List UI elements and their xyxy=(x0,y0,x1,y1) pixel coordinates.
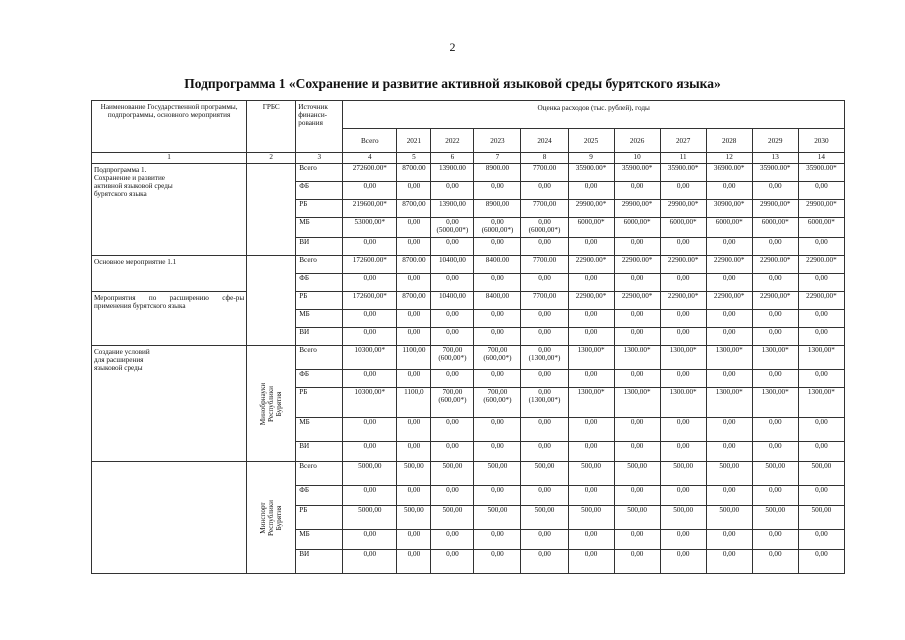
source-cell: ФБ xyxy=(296,486,343,506)
value-cell: 0,00 xyxy=(431,274,474,292)
value-cell: 500,00 xyxy=(431,462,474,486)
value-cell: 8900.00 xyxy=(474,164,521,182)
value-cell: 0,00 xyxy=(660,274,706,292)
value-cell: 0,00 xyxy=(752,310,798,328)
value-cell: 0,00 xyxy=(798,442,844,462)
column-number: 4 xyxy=(343,153,397,164)
value-cell: 0,00 xyxy=(798,418,844,442)
source-cell: ВИ xyxy=(296,550,343,574)
value-cell: 8700,00 xyxy=(397,200,431,218)
value-cell: 500,00 xyxy=(798,462,844,486)
value-cell: 0,00 xyxy=(397,442,431,462)
value-cell: 0,00 xyxy=(397,310,431,328)
value-cell: 22900,00* xyxy=(614,292,660,310)
value-cell: 0,00 xyxy=(474,530,521,550)
value-cell: 500,00 xyxy=(660,462,706,486)
value-cell: 0,00 xyxy=(568,310,614,328)
value-cell: 0,00 xyxy=(798,310,844,328)
source-cell: РБ xyxy=(296,388,343,418)
value-cell: 6000,00* xyxy=(752,218,798,238)
value-cell: 1100,00 xyxy=(397,346,431,370)
value-cell: 0,00 xyxy=(343,550,397,574)
value-cell: 36900.00* xyxy=(706,164,752,182)
value-cell: 219600,00* xyxy=(343,200,397,218)
value-cell: 0,00 xyxy=(752,274,798,292)
value-cell: 0,00 xyxy=(706,182,752,200)
value-cell: 0,00 xyxy=(474,418,521,442)
source-cell: ВИ xyxy=(296,238,343,256)
value-cell: 500,00 xyxy=(614,506,660,530)
value-cell: 8700.00 xyxy=(397,256,431,274)
value-cell: 0,00 xyxy=(568,274,614,292)
value-cell: 6000,00* xyxy=(706,218,752,238)
value-cell: 0,00 xyxy=(521,182,568,200)
value-cell: 0,00 (1300,00*) xyxy=(521,346,568,370)
value-cell: 0,00 xyxy=(660,418,706,442)
value-cell: 0,00 xyxy=(614,328,660,346)
value-cell: 0,00 xyxy=(431,486,474,506)
grbs-cell xyxy=(247,346,296,462)
value-cell: 0,00 xyxy=(798,530,844,550)
value-cell: 5000,00 xyxy=(343,506,397,530)
value-cell: 35900.00* xyxy=(798,164,844,182)
value-cell: 10400,00 xyxy=(431,256,474,274)
value-cell: 0,00 xyxy=(706,418,752,442)
value-cell: 0,00 (6000,00*) xyxy=(474,218,521,238)
value-cell: 6000,00* xyxy=(798,218,844,238)
source-cell: Всего xyxy=(296,462,343,486)
column-number: 12 xyxy=(706,153,752,164)
value-cell: 1300,00* xyxy=(798,346,844,370)
value-cell: 0,00 xyxy=(568,486,614,506)
value-cell: 0,00 xyxy=(431,550,474,574)
value-cell: 0,00 xyxy=(397,328,431,346)
value-cell: 0,00 xyxy=(660,486,706,506)
value-cell: 0,00 (5000,00*) xyxy=(431,218,474,238)
value-cell: 0,00 xyxy=(431,530,474,550)
value-cell: 0,00 xyxy=(706,238,752,256)
value-cell: 0,00 xyxy=(798,370,844,388)
value-cell: 30900,00* xyxy=(706,200,752,218)
value-cell: 0,00 xyxy=(343,418,397,442)
value-cell: 1300.00* xyxy=(614,346,660,370)
value-cell: 0,00 xyxy=(474,182,521,200)
value-cell: 29900,00* xyxy=(614,200,660,218)
value-cell: 35900.00* xyxy=(660,164,706,182)
value-cell: 272600.00* xyxy=(343,164,397,182)
value-cell: 8700,00 xyxy=(397,292,431,310)
value-cell: 1300,00* xyxy=(752,388,798,418)
value-cell: 0,00 xyxy=(343,238,397,256)
value-cell: 0,00 xyxy=(474,442,521,462)
value-cell: 0,00 xyxy=(397,418,431,442)
value-cell: 500,00 xyxy=(474,462,521,486)
value-cell: 0,00 xyxy=(343,486,397,506)
value-cell: 172600.00* xyxy=(343,256,397,274)
value-cell: 0,00 xyxy=(474,370,521,388)
value-cell: 0,00 xyxy=(752,182,798,200)
value-cell: 700,00 (600,00*) xyxy=(474,346,521,370)
value-cell: 500,00 xyxy=(431,506,474,530)
value-cell: 10300,00* xyxy=(343,346,397,370)
value-cell: 0,00 xyxy=(614,442,660,462)
value-cell: 0,00 xyxy=(614,550,660,574)
header-name: Наименование Государственной программы, подпрограммы, основного мероприятия xyxy=(92,101,247,153)
source-cell: ФБ xyxy=(296,370,343,388)
value-cell: 0,00 xyxy=(397,274,431,292)
value-cell: 6000,00* xyxy=(614,218,660,238)
page-number: 2 xyxy=(449,40,456,54)
value-cell: 22900,00* xyxy=(660,292,706,310)
value-cell: 0,00 xyxy=(474,238,521,256)
value-cell: 0,00 xyxy=(397,370,431,388)
value-cell: 0,00 xyxy=(706,274,752,292)
value-cell: 0,00 xyxy=(431,370,474,388)
value-cell: 500,00 xyxy=(614,462,660,486)
value-cell: 0,00 xyxy=(752,418,798,442)
value-cell: 8900,00 xyxy=(474,200,521,218)
value-cell: 5000,00 xyxy=(343,462,397,486)
value-cell: 0,00 xyxy=(521,328,568,346)
source-cell: Всего xyxy=(296,164,343,182)
program-name: Подпрограмма 1. Сохранение и развитие активной языковой среды бурятского языка xyxy=(92,164,247,256)
column-number: 7 xyxy=(474,153,521,164)
column-number: 6 xyxy=(431,153,474,164)
value-cell: 1300,00* xyxy=(568,346,614,370)
year-header: 2023 xyxy=(474,129,521,153)
expenditure-table xyxy=(91,100,845,574)
value-cell: 0,00 xyxy=(614,182,660,200)
value-cell: 7700,00 xyxy=(521,292,568,310)
value-cell: 1300,00* xyxy=(660,346,706,370)
value-cell: 0,00 xyxy=(431,238,474,256)
source-cell: МБ xyxy=(296,310,343,328)
value-cell: 29900,00* xyxy=(568,200,614,218)
value-cell: 0,00 xyxy=(568,418,614,442)
value-cell: 500,00 xyxy=(474,506,521,530)
column-number: 9 xyxy=(568,153,614,164)
value-cell: 1300.00* xyxy=(660,388,706,418)
value-cell: 0,00 xyxy=(660,370,706,388)
table-row xyxy=(92,462,845,486)
value-cell: 0,00 xyxy=(752,238,798,256)
value-cell: 8400,00 xyxy=(474,292,521,310)
value-cell: 7700.00 xyxy=(521,164,568,182)
value-cell: 22900.00* xyxy=(706,256,752,274)
source-cell: РБ xyxy=(296,200,343,218)
value-cell: 0,00 xyxy=(343,530,397,550)
value-cell: 500,00 xyxy=(706,506,752,530)
value-cell: 0,00 xyxy=(343,370,397,388)
program-name xyxy=(92,462,247,574)
value-cell: 0,00 xyxy=(660,442,706,462)
program-name: Создание условий для расширения языковой среды xyxy=(92,346,247,462)
header-source: Источник финанси-рования xyxy=(296,101,343,153)
value-cell: 0,00 xyxy=(568,328,614,346)
value-cell: 0,00 xyxy=(568,442,614,462)
value-cell: 0,00 xyxy=(752,530,798,550)
value-cell: 7700.00 xyxy=(521,256,568,274)
value-cell: 0,00 xyxy=(343,310,397,328)
value-cell: 22900.00* xyxy=(752,256,798,274)
value-cell: 8400.00 xyxy=(474,256,521,274)
value-cell: 0,00 xyxy=(660,530,706,550)
value-cell: 7700,00 xyxy=(521,200,568,218)
source-cell: МБ xyxy=(296,218,343,238)
value-cell: 0,00 xyxy=(798,238,844,256)
value-cell: 22900,00* xyxy=(798,292,844,310)
measure-description: Мероприятия по расширению сфе-ры применения бурятского языка xyxy=(92,292,247,346)
value-cell: 22900.00* xyxy=(568,256,614,274)
grbs-label: Минспорт Республики Бурятия xyxy=(259,499,284,536)
year-header: 2028 xyxy=(706,129,752,153)
value-cell: 500,00 xyxy=(568,506,614,530)
value-cell: 0,00 xyxy=(706,550,752,574)
value-cell: 8700.00 xyxy=(397,164,431,182)
grbs-cell xyxy=(247,462,296,574)
value-cell: 1300,00* xyxy=(798,388,844,418)
value-cell: 0,00 xyxy=(614,486,660,506)
value-cell: 0,00 xyxy=(343,182,397,200)
value-cell: 1300,00* xyxy=(706,346,752,370)
value-cell: 13900.00 xyxy=(431,164,474,182)
value-cell: 0,00 xyxy=(660,310,706,328)
value-cell: 500,00 xyxy=(706,462,752,486)
source-cell: Всего xyxy=(296,256,343,274)
value-cell: 29900,00* xyxy=(752,200,798,218)
value-cell: 0,00 xyxy=(614,370,660,388)
value-cell: 0,00 xyxy=(752,328,798,346)
value-cell: 35900.00* xyxy=(568,164,614,182)
value-cell: 22900.00* xyxy=(614,256,660,274)
year-header: 2021 xyxy=(397,129,431,153)
value-cell: 0,00 xyxy=(660,182,706,200)
source-cell: ФБ xyxy=(296,182,343,200)
value-cell: 0,00 xyxy=(431,310,474,328)
value-cell: 0,00 xyxy=(521,370,568,388)
column-number: 8 xyxy=(521,153,568,164)
value-cell: 0,00 xyxy=(474,310,521,328)
value-cell: 0,00 xyxy=(397,550,431,574)
value-cell: 0,00 xyxy=(397,182,431,200)
value-cell: 0,00 xyxy=(614,530,660,550)
value-cell: 500,00 xyxy=(397,462,431,486)
value-cell: 0,00 xyxy=(614,310,660,328)
value-cell: 0,00 xyxy=(521,442,568,462)
value-cell: 10400,00 xyxy=(431,292,474,310)
value-cell: 1300,00* xyxy=(568,388,614,418)
column-number: 10 xyxy=(614,153,660,164)
document-title: Подпрограмма 1 «Сохранение и развитие активной языковой среды бурятского языка» xyxy=(184,76,721,91)
value-cell: 0,00 xyxy=(798,486,844,506)
year-header: 2030 xyxy=(798,129,844,153)
value-cell: 0,00 xyxy=(614,274,660,292)
source-cell: ВИ xyxy=(296,442,343,462)
value-cell: 1300,00* xyxy=(752,346,798,370)
year-header: 2025 xyxy=(568,129,614,153)
value-cell: 0,00 xyxy=(343,328,397,346)
value-cell: 500,00 xyxy=(521,462,568,486)
value-cell: 700,00 (600,00*) xyxy=(431,346,474,370)
value-cell: 0,00 xyxy=(660,328,706,346)
value-cell: 0,00 xyxy=(798,274,844,292)
value-cell: 0,00 xyxy=(706,530,752,550)
table-row xyxy=(92,292,845,310)
value-cell: 500,00 xyxy=(660,506,706,530)
value-cell: 0,00 xyxy=(474,486,521,506)
value-cell: 0,00 xyxy=(521,418,568,442)
column-number: 2 xyxy=(247,153,296,164)
header-grbs: ГРБС xyxy=(247,101,296,153)
value-cell: 500,00 xyxy=(752,506,798,530)
value-cell: 0,00 xyxy=(343,274,397,292)
value-cell: 172600,00* xyxy=(343,292,397,310)
value-cell: 6000,00* xyxy=(660,218,706,238)
value-cell: 500,00 xyxy=(521,506,568,530)
value-cell: 0,00 xyxy=(431,182,474,200)
value-cell: 0,00 xyxy=(752,370,798,388)
header-estimate: Оценка расходов (тыс. рублей), годы xyxy=(343,101,845,129)
source-cell: ВИ xyxy=(296,328,343,346)
value-cell: 0,00 xyxy=(752,486,798,506)
value-cell: 0,00 xyxy=(706,442,752,462)
value-cell: 0,00 xyxy=(521,274,568,292)
value-cell: 0,00 xyxy=(568,550,614,574)
value-cell: 29900,00* xyxy=(660,200,706,218)
year-header: Всего xyxy=(343,129,397,153)
value-cell: 0,00 xyxy=(752,550,798,574)
value-cell: 700,00 (600,00*) xyxy=(431,388,474,418)
value-cell: 0,00 xyxy=(706,370,752,388)
value-cell: 13900,00 xyxy=(431,200,474,218)
year-header: 2024 xyxy=(521,129,568,153)
year-header: 2027 xyxy=(660,129,706,153)
value-cell: 10300,00* xyxy=(343,388,397,418)
value-cell: 1300,00* xyxy=(614,388,660,418)
value-cell: 1100,0 xyxy=(397,388,431,418)
value-cell: 0,00 xyxy=(614,238,660,256)
grbs-label: Минобрнауки Республики Бурятия xyxy=(259,382,284,425)
value-cell: 0,00 xyxy=(706,310,752,328)
value-cell: 0,00 xyxy=(521,238,568,256)
value-cell: 0,00 xyxy=(706,328,752,346)
value-cell: 500,00 xyxy=(798,506,844,530)
table-row xyxy=(92,346,845,370)
year-header: 2029 xyxy=(752,129,798,153)
value-cell: 500,00 xyxy=(752,462,798,486)
year-header: 2026 xyxy=(614,129,660,153)
value-cell: 0,00 xyxy=(568,238,614,256)
grbs-cell xyxy=(247,164,296,256)
value-cell: 0,00 xyxy=(521,310,568,328)
value-cell: 0,00 xyxy=(614,418,660,442)
value-cell: 0,00 xyxy=(568,530,614,550)
value-cell: 700,00 (600,00*) xyxy=(474,388,521,418)
value-cell: 0,00 xyxy=(397,238,431,256)
value-cell: 0,00 xyxy=(568,370,614,388)
value-cell: 0,00 (6000,00*) xyxy=(521,218,568,238)
value-cell: 35900.00* xyxy=(614,164,660,182)
column-number: 3 xyxy=(296,153,343,164)
source-cell: РБ xyxy=(296,292,343,310)
source-cell: МБ xyxy=(296,530,343,550)
value-cell: 0,00 xyxy=(397,218,431,238)
value-cell: 0,00 xyxy=(431,442,474,462)
value-cell: 0,00 xyxy=(568,182,614,200)
source-cell: ФБ xyxy=(296,274,343,292)
table-row xyxy=(92,164,845,182)
value-cell: 0,00 xyxy=(752,442,798,462)
value-cell: 6000,00* xyxy=(568,218,614,238)
value-cell: 0,00 xyxy=(431,328,474,346)
value-cell: 0,00 xyxy=(521,486,568,506)
value-cell: 0,00 xyxy=(397,530,431,550)
column-number: 13 xyxy=(752,153,798,164)
source-cell: МБ xyxy=(296,418,343,442)
value-cell: 22900.00* xyxy=(798,256,844,274)
value-cell: 0,00 xyxy=(474,328,521,346)
value-cell: 1300,00* xyxy=(706,388,752,418)
column-number: 11 xyxy=(660,153,706,164)
value-cell: 22900,00* xyxy=(568,292,614,310)
value-cell: 0,00 xyxy=(431,418,474,442)
column-number: 5 xyxy=(397,153,431,164)
value-cell: 0,00 xyxy=(660,238,706,256)
value-cell: 500,00 xyxy=(397,506,431,530)
value-cell: 22900,00* xyxy=(706,292,752,310)
value-cell: 22900,00* xyxy=(752,292,798,310)
value-cell: 53000,00* xyxy=(343,218,397,238)
value-cell: 0,00 (1300,00*) xyxy=(521,388,568,418)
column-number: 14 xyxy=(798,153,844,164)
value-cell: 0,00 xyxy=(798,550,844,574)
measure-name: Основное мероприятие 1.1 xyxy=(92,256,247,292)
table-row xyxy=(92,256,845,274)
value-cell: 0,00 xyxy=(660,550,706,574)
source-cell: РБ xyxy=(296,506,343,530)
value-cell: 0,00 xyxy=(343,442,397,462)
year-header: 2022 xyxy=(431,129,474,153)
value-cell: 29900,00* xyxy=(798,200,844,218)
value-cell: 0,00 xyxy=(474,550,521,574)
column-number: 1 xyxy=(92,153,247,164)
value-cell: 22900.00* xyxy=(660,256,706,274)
value-cell: 0,00 xyxy=(798,182,844,200)
source-cell: Всего xyxy=(296,346,343,370)
value-cell: 35900.00* xyxy=(752,164,798,182)
value-cell: 0,00 xyxy=(521,550,568,574)
value-cell: 500,00 xyxy=(568,462,614,486)
value-cell: 0,00 xyxy=(521,530,568,550)
grbs-cell xyxy=(247,256,296,346)
value-cell: 0,00 xyxy=(397,486,431,506)
value-cell: 0,00 xyxy=(706,486,752,506)
value-cell: 0,00 xyxy=(474,274,521,292)
value-cell: 0,00 xyxy=(798,328,844,346)
